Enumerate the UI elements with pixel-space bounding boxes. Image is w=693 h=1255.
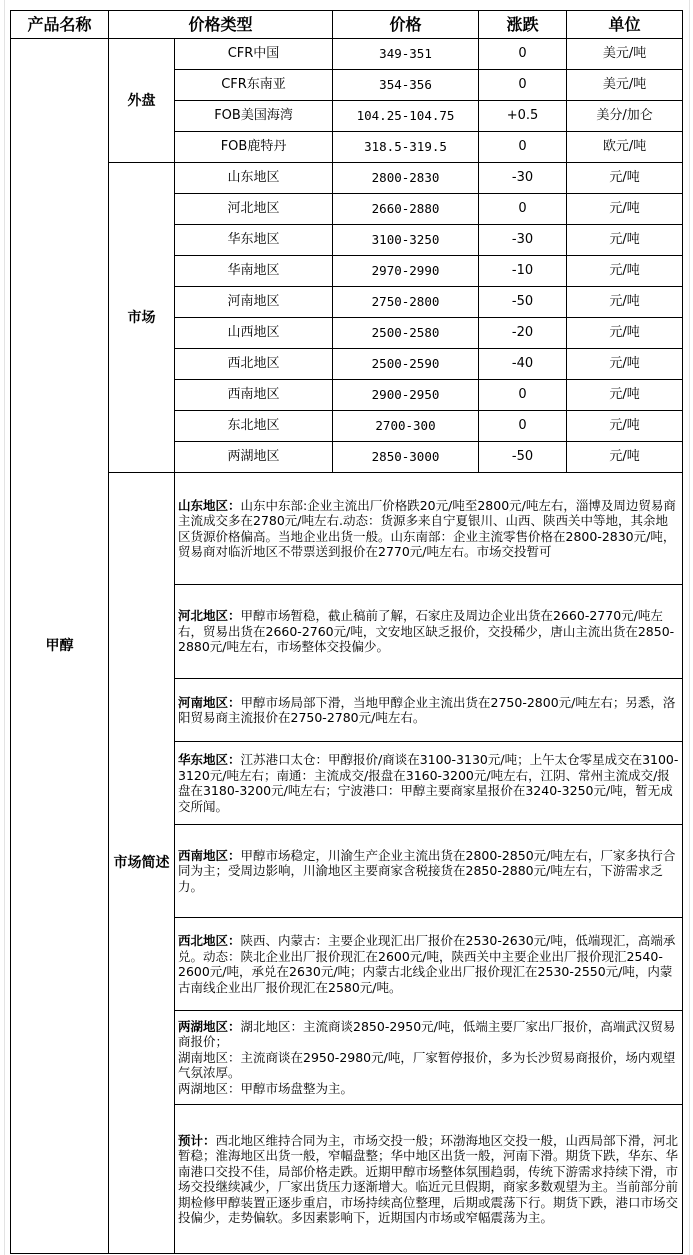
product-name[interactable]: 甲醇: [11, 39, 109, 1254]
summary-title: 华东地区：: [178, 752, 241, 767]
summary-text: 甲醇市场稳定，川渝生产企业主流出货在2800-2850元/吨左右，厂家多执行合同为主；受周边影响，川渝地区主要商家含税接货在2850-2880元/吨左右，下游需求乏力。: [178, 847, 676, 894]
row-unit[interactable]: 元/吨: [567, 318, 683, 349]
summary-text: 两湖地区：甲醇市场盘整为主。: [178, 1080, 354, 1096]
row-change[interactable]: -50: [479, 442, 567, 473]
row-price[interactable]: 2900-2950: [333, 380, 479, 411]
row-change[interactable]: -20: [479, 318, 567, 349]
summary-huadong[interactable]: [175, 742, 683, 825]
row-price[interactable]: 2700-300: [333, 411, 479, 442]
summary-text: 甲醇市场暂稳，截止稿前了解，石家庄及周边企业出货在2660-2770元/吨左右，贸易出货在2660-2760元/吨，文安地区缺乏报价，交投稀少，唐山主流出货在2850-2880元/吨左右，市场整体交投偏少。: [178, 608, 675, 655]
row-change[interactable]: -30: [479, 163, 567, 194]
row-name[interactable]: CFR中国: [175, 39, 333, 70]
row-name[interactable]: 两湖地区: [175, 442, 333, 473]
summary-lianghu[interactable]: [175, 1011, 683, 1105]
row-change[interactable]: 0: [479, 411, 567, 442]
row-unit[interactable]: 元/吨: [567, 256, 683, 287]
row-name[interactable]: FOB鹿特丹: [175, 132, 333, 163]
row-name[interactable]: 山西地区: [175, 318, 333, 349]
row-price[interactable]: 104.25-104.75: [333, 101, 479, 132]
header-type[interactable]: 价格类型: [109, 11, 333, 39]
row-name[interactable]: 东北地区: [175, 411, 333, 442]
summary-text: 陕西、内蒙古：主要企业现汇出厂报价在2530-2630元/吨，低端现汇，高端承兑。动态：陕北企业出厂报价现汇在2600元/吨，陕西关中主要企业出厂报价现汇2540-2600元/吨，承兑在2630元/吨；内蒙古北线企业出厂报价现汇在2530-2550元/吨，内蒙古南线企业出厂报价现汇在2580元/吨。: [178, 933, 676, 995]
summary-text: 江苏港口太仓：甲醇报价/商谈在3100-3130元/吨；上午太仓零星成交在3100-3120元/吨左右；南通：主流成交/报盘在3160-3200元/吨左右，江阴、常州主流成交/报盘在3180-3200元/吨左右；宁波港口：甲醇主要商家星报价在3240-3250元/吨，暂无成交所闻。: [178, 752, 679, 814]
row-unit[interactable]: 元/吨: [567, 194, 683, 225]
row-change[interactable]: -40: [479, 349, 567, 380]
row-name[interactable]: 西南地区: [175, 380, 333, 411]
row-price[interactable]: 318.5-319.5: [333, 132, 479, 163]
row-name[interactable]: CFR东南亚: [175, 70, 333, 101]
row-unit[interactable]: 欧元/吨: [567, 132, 683, 163]
group-market[interactable]: 市场: [109, 163, 175, 473]
row-unit[interactable]: 元/吨: [567, 163, 683, 194]
row-price[interactable]: 2750-2800: [333, 287, 479, 318]
summary-text: 湖北地区：主流商谈2850-2950元/吨，低端主要厂家出厂报价，高端武汉贸易商报价；: [178, 1018, 676, 1050]
row-price[interactable]: 2850-3000: [333, 442, 479, 473]
summary-title: 西北地区：: [178, 933, 241, 948]
row-change[interactable]: 0: [479, 39, 567, 70]
group-summary[interactable]: 市场简述: [109, 473, 175, 1254]
row-change[interactable]: 0: [479, 132, 567, 163]
group-outer[interactable]: 外盘: [109, 39, 175, 163]
row-name[interactable]: 山东地区: [175, 163, 333, 194]
summary-title: 预计：: [178, 1132, 216, 1148]
summary-text: 西北地区维持合同为主，市场交投一般；环渤海地区交投一般，山西局部下滑，河北暂稳；淮海地区出货一般，窄幅盘整；华中地区出货一般，河南下滑。期货下跌，华东、华南港口交投不佳，局部价格走跌。近期甲醇市场整体氛围趋弱，传统下游需求持续下滑，市场交投继续减少，厂家出货压力逐渐增大。临近元旦假期，商家多数观望为主。当前部分前期检修甲醇装置正逐步重启，市场持续高位整理，后期或震荡下行。期货下跌，港口市场交投偏少，走势偏软。多因素影响下，近期国内市场或窄幅震荡为主。: [178, 1132, 679, 1225]
summary-xinan[interactable]: [175, 825, 683, 918]
row-name[interactable]: 华南地区: [175, 256, 333, 287]
row-name[interactable]: 河北地区: [175, 194, 333, 225]
row-unit[interactable]: 美元/吨: [567, 39, 683, 70]
grid-line: [689, 0, 690, 1255]
summary-text: 甲醇市场局部下滑，当地甲醇企业主流出货在2750-2800元/吨左右；另悉，洛阳贸易商主流报价在2750-2780元/吨左右。: [178, 694, 676, 725]
table-row: [11, 39, 683, 70]
row-change[interactable]: 0: [479, 70, 567, 101]
row-change[interactable]: +0.5: [479, 101, 567, 132]
row-name[interactable]: FOB美国海湾: [175, 101, 333, 132]
row-unit[interactable]: 元/吨: [567, 349, 683, 380]
summary-title: 山东地区：: [178, 497, 241, 513]
header-row: [11, 11, 683, 39]
header-product[interactable]: 产品名称: [11, 11, 109, 39]
price-table: [10, 10, 683, 1254]
header-price[interactable]: 价格: [333, 11, 479, 39]
row-unit[interactable]: 美分/加仑: [567, 101, 683, 132]
summary-title: 西南地区：: [178, 847, 241, 863]
row-price[interactable]: 349-351: [333, 39, 479, 70]
row-unit[interactable]: 元/吨: [567, 442, 683, 473]
summary-title: 河南地区：: [178, 694, 241, 710]
row-unit[interactable]: 元/吨: [567, 287, 683, 318]
row-price[interactable]: 3100-3250: [333, 225, 479, 256]
summary-text: 湖南地区：主流商谈在2950-2980元/吨，厂家暂停报价，多为长沙贸易商报价，场内观望气氛浓厚。: [178, 1049, 676, 1081]
summary-forecast[interactable]: [175, 1105, 683, 1254]
row-change[interactable]: 0: [479, 380, 567, 411]
row-price[interactable]: 354-356: [333, 70, 479, 101]
summary-row: [11, 473, 683, 585]
table-row: [11, 163, 683, 194]
row-change[interactable]: -30: [479, 225, 567, 256]
header-unit[interactable]: 单位: [567, 11, 683, 39]
row-unit[interactable]: 元/吨: [567, 411, 683, 442]
summary-shandong[interactable]: [175, 473, 683, 585]
summary-henan[interactable]: [175, 679, 683, 742]
row-unit[interactable]: 美元/吨: [567, 70, 683, 101]
summary-xibei[interactable]: [175, 918, 683, 1011]
row-unit[interactable]: 元/吨: [567, 380, 683, 411]
summary-title: 两湖地区：: [178, 1018, 241, 1034]
row-price[interactable]: 2500-2590: [333, 349, 479, 380]
row-price[interactable]: 2660-2880: [333, 194, 479, 225]
row-name[interactable]: 华东地区: [175, 225, 333, 256]
row-price[interactable]: 2500-2580: [333, 318, 479, 349]
summary-hebei[interactable]: [175, 585, 683, 679]
row-change[interactable]: -50: [479, 287, 567, 318]
row-name[interactable]: 西北地区: [175, 349, 333, 380]
row-price[interactable]: 2970-2990: [333, 256, 479, 287]
grid-line: [4, 0, 5, 1255]
row-unit[interactable]: 元/吨: [567, 225, 683, 256]
summary-title: 河北地区：: [178, 608, 241, 624]
row-price[interactable]: 2800-2830: [333, 163, 479, 194]
row-name[interactable]: 河南地区: [175, 287, 333, 318]
header-change[interactable]: 涨跌: [479, 11, 567, 39]
row-change[interactable]: -10: [479, 256, 567, 287]
row-change[interactable]: 0: [479, 194, 567, 225]
summary-text: 山东中东部:企业主流出厂价格跌20元/吨至2800元/吨左右，淄博及周边贸易商主流成交多在2780元/吨左右.动态：货源多来自宁夏银川、山西、陕西关中等地，其余地区货源价格偏高。当地企业出货一般。山东南部：企业主流零售价格在2800-2830元/吨，贸易商对临沂地区不带票送到报价在2770元/吨左右。市场交投暂可: [178, 497, 676, 559]
